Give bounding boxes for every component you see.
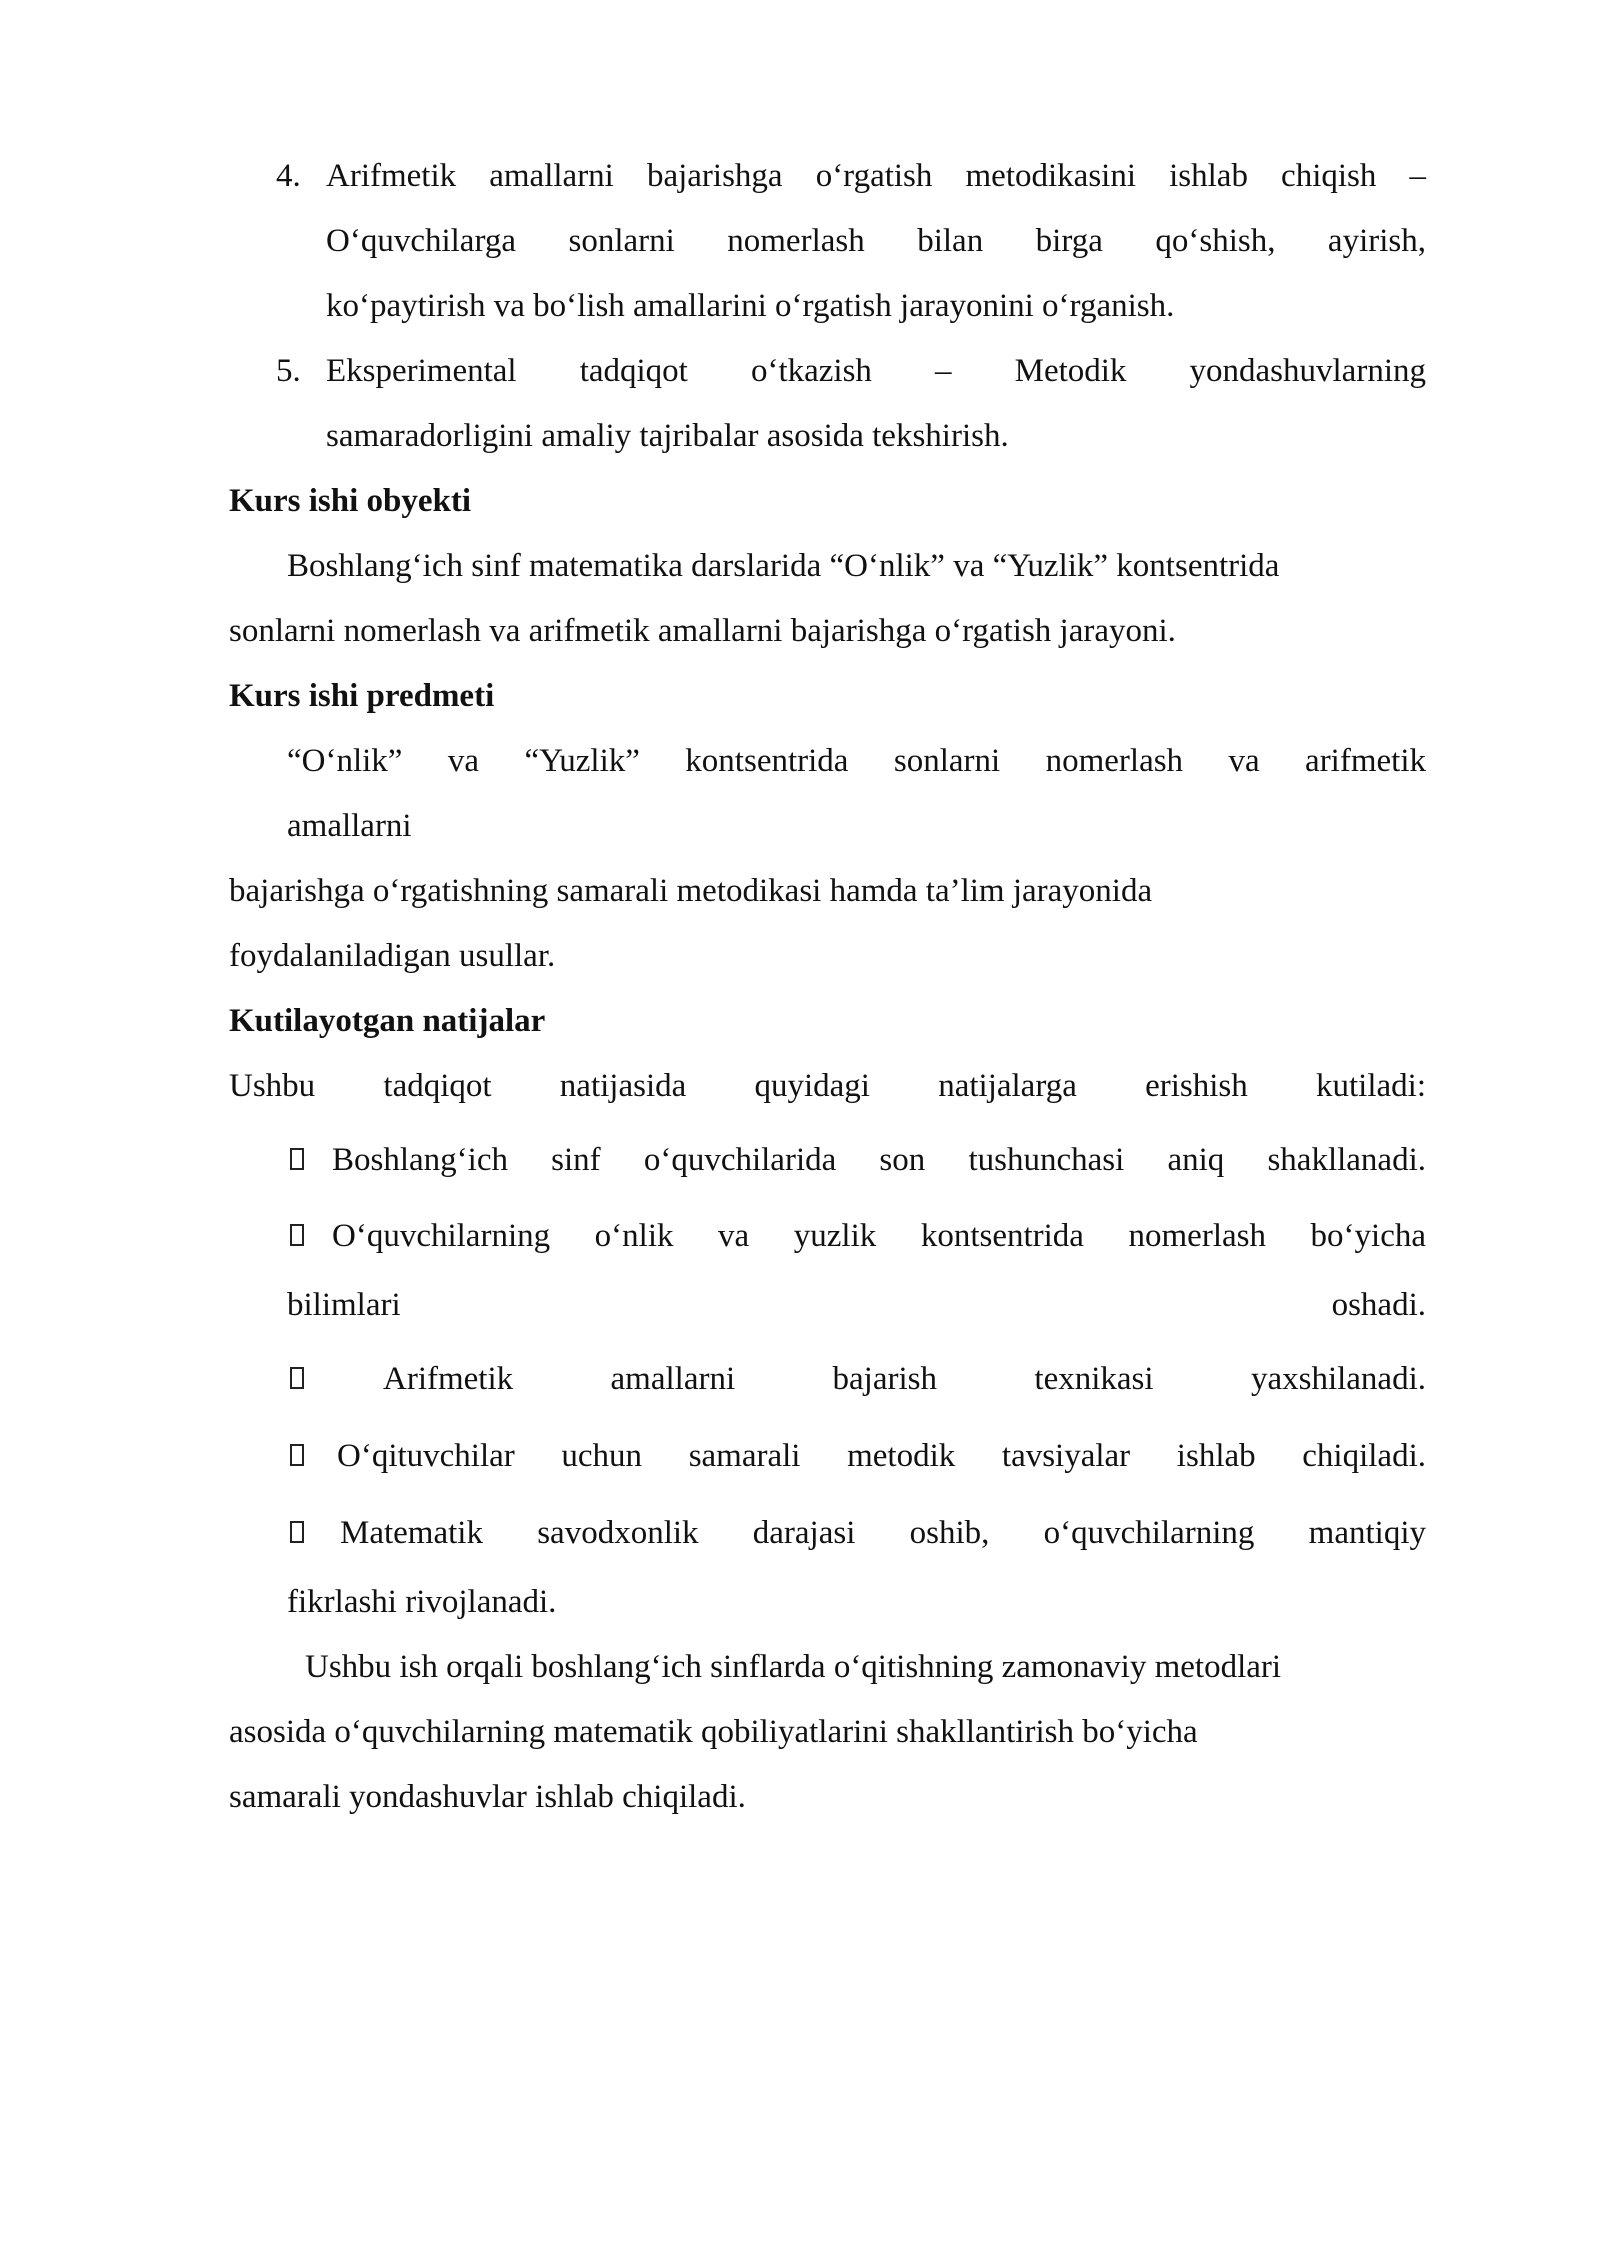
result-bullet-3: Arifmetik amallarni bajarish texnikasi yaxshilanadi. bbox=[383, 1361, 1426, 1397]
section-heading-object: Kurs ishi obyekti bbox=[229, 483, 472, 519]
conclusion-line-3: samarali yondashuvlar ishlab chiqiladi. bbox=[229, 1779, 746, 1815]
list-number-5: 5. bbox=[276, 353, 301, 389]
result-bullet-2-right: oshadi. bbox=[1331, 1287, 1426, 1323]
list-item-5-line-2: samaradorligini amaliy tajribalar asosida tekshirish. bbox=[326, 418, 1009, 454]
subject-line-1: “O‘nlik” va “Yuzlik” kontsentrida sonlarni nomerlash va arifmetik bbox=[287, 743, 1426, 779]
result-bullet-5-line-1: Matematik savodxonlik darajasi oshib, o‘quvchilarning mantiqiy bbox=[340, 1515, 1426, 1551]
subject-line-2: amallarni bbox=[287, 808, 412, 844]
list-number-4: 4. bbox=[276, 158, 301, 194]
result-bullet-4: O‘qituvchilar uchun samarali metodik tavsiyalar ishlab chiqiladi. bbox=[337, 1438, 1426, 1474]
result-bullet-5-line-2: fikrlashi rivojlanadi. bbox=[287, 1584, 557, 1620]
object-line-2: sonlarni nomerlash va arifmetik amallarni bajarishga o‘rgatish jarayoni. bbox=[229, 613, 1176, 649]
bullet-box-icon bbox=[290, 1367, 304, 1389]
result-bullet-2-line-1: O‘quvchilarning o‘nlik va yuzlik kontsentrida nomerlash bo‘yicha bbox=[332, 1218, 1426, 1254]
object-line-1: Boshlang‘ich sinf matematika darslarida “O‘nlik” va “Yuzlik” kontsentrida bbox=[287, 548, 1280, 584]
conclusion-line-2: asosida o‘quvchilarning matematik qobiliyatlarini shakllantirish bo‘yicha bbox=[229, 1714, 1198, 1750]
section-heading-subject: Kurs ishi predmeti bbox=[229, 678, 495, 714]
bullet-box-icon bbox=[290, 1444, 304, 1466]
subject-line-3: bajarishga o‘rgatishning samarali metodikasi hamda ta’lim jarayonida bbox=[229, 873, 1153, 909]
result-bullet-1: Boshlang‘ich sinf o‘quvchilarida son tushunchasi aniq shakllanadi. bbox=[332, 1142, 1426, 1178]
subject-line-4: foydalaniladigan usullar. bbox=[229, 938, 556, 974]
list-item-4-line-2: O‘quvchilarga sonlarni nomerlash bilan birga qo‘shish, ayirish, bbox=[326, 223, 1426, 259]
list-item-4-line-1: Arifmetik amallarni bajarishga o‘rgatish metodikasini ishlab chiqish – bbox=[326, 158, 1426, 194]
results-intro: Ushbu tadqiqot natijasida quyidagi natijalarga erishish kutiladi: bbox=[229, 1068, 1426, 1104]
list-item-5-line-1: Eksperimental tadqiqot o‘tkazish – Metodik yondashuvlarning bbox=[326, 353, 1426, 389]
bullet-box-icon bbox=[290, 1224, 304, 1246]
section-heading-results: Kutilayotgan natijalar bbox=[229, 1003, 546, 1039]
result-bullet-2-left: bilimlari bbox=[287, 1287, 401, 1323]
conclusion-line-1: Ushbu ish orqali boshlang‘ich sinflarda o‘qitishning zamonaviy metodlari bbox=[305, 1649, 1282, 1685]
bullet-box-icon bbox=[290, 1521, 304, 1543]
bullet-box-icon bbox=[290, 1148, 304, 1170]
list-item-4-line-3: ko‘paytirish va bo‘lish amallarini o‘rgatish jarayonini o‘rganish. bbox=[326, 288, 1175, 324]
